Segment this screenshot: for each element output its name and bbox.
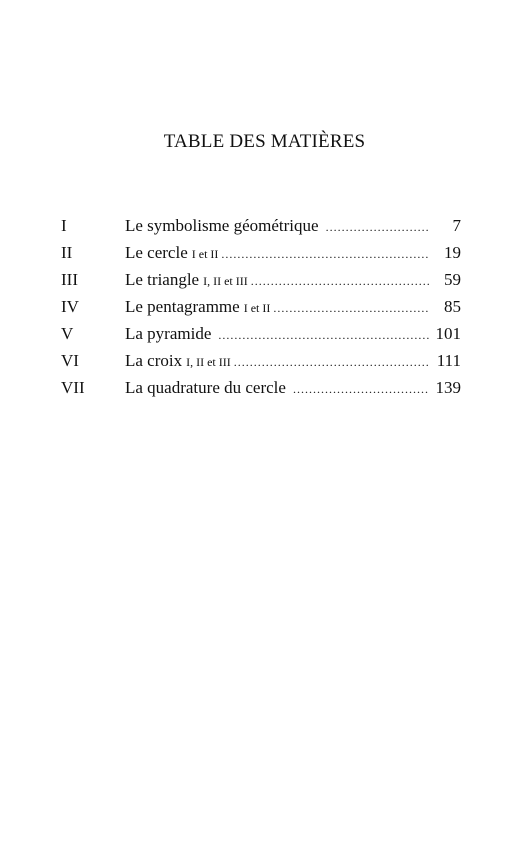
dot-leader xyxy=(293,382,429,397)
chapter-number: III xyxy=(61,270,78,289)
chapter-title xyxy=(125,351,231,371)
page-number: 7 xyxy=(452,216,461,235)
dot-leader xyxy=(326,220,429,235)
page-number: 59 xyxy=(444,270,461,289)
chapter-title xyxy=(125,216,323,236)
dot-leader xyxy=(218,328,429,343)
chapter-title-text: La quadrature du cercle xyxy=(125,378,286,397)
chapter-parts: I, II et III xyxy=(186,355,231,369)
toc-entry[interactable] xyxy=(61,324,461,351)
toc-entry[interactable] xyxy=(61,270,461,297)
page-number: 139 xyxy=(435,378,461,397)
chapter-number: V xyxy=(61,324,74,343)
chapter-title-text: La croix xyxy=(125,351,183,370)
page-number: 111 xyxy=(436,351,461,370)
toc-entry[interactable] xyxy=(61,297,461,324)
chapter-title-text: Le cercle xyxy=(125,243,188,262)
chapter-number: VI xyxy=(61,351,79,370)
chapter-parts: I, II et III xyxy=(203,274,248,288)
chapter-title-text: Le symbolisme géométrique xyxy=(125,216,319,235)
chapter-title-text: Le pentagramme xyxy=(125,297,240,316)
page-number: 85 xyxy=(444,297,461,316)
chapter-number: II xyxy=(61,243,73,262)
chapter-title xyxy=(125,324,215,344)
toc-entry[interactable] xyxy=(61,351,461,378)
chapter-parts: I et II xyxy=(191,247,219,261)
dot-leader xyxy=(273,301,429,316)
page-title: TABLE DES MATIÈRES xyxy=(163,131,366,152)
chapter-number: VII xyxy=(61,378,85,397)
dot-leader xyxy=(251,274,429,289)
toc-entry[interactable] xyxy=(61,216,461,243)
chapter-title-text: Le triangle xyxy=(125,270,200,289)
chapter-title xyxy=(125,270,248,290)
page-number: 19 xyxy=(444,243,461,262)
chapter-number: I xyxy=(61,216,67,235)
chapter-parts: I et II xyxy=(243,301,271,315)
dot-leader xyxy=(221,247,429,262)
page-number: 101 xyxy=(435,324,461,343)
chapter-title xyxy=(125,243,218,263)
toc-list xyxy=(61,216,461,405)
chapter-title-text: La pyramide xyxy=(125,324,212,343)
toc-entry[interactable] xyxy=(61,243,461,270)
toc-entry[interactable] xyxy=(61,378,461,405)
chapter-title xyxy=(125,378,290,398)
dot-leader xyxy=(234,355,429,370)
chapter-title xyxy=(125,297,270,317)
chapter-number: IV xyxy=(61,297,79,316)
